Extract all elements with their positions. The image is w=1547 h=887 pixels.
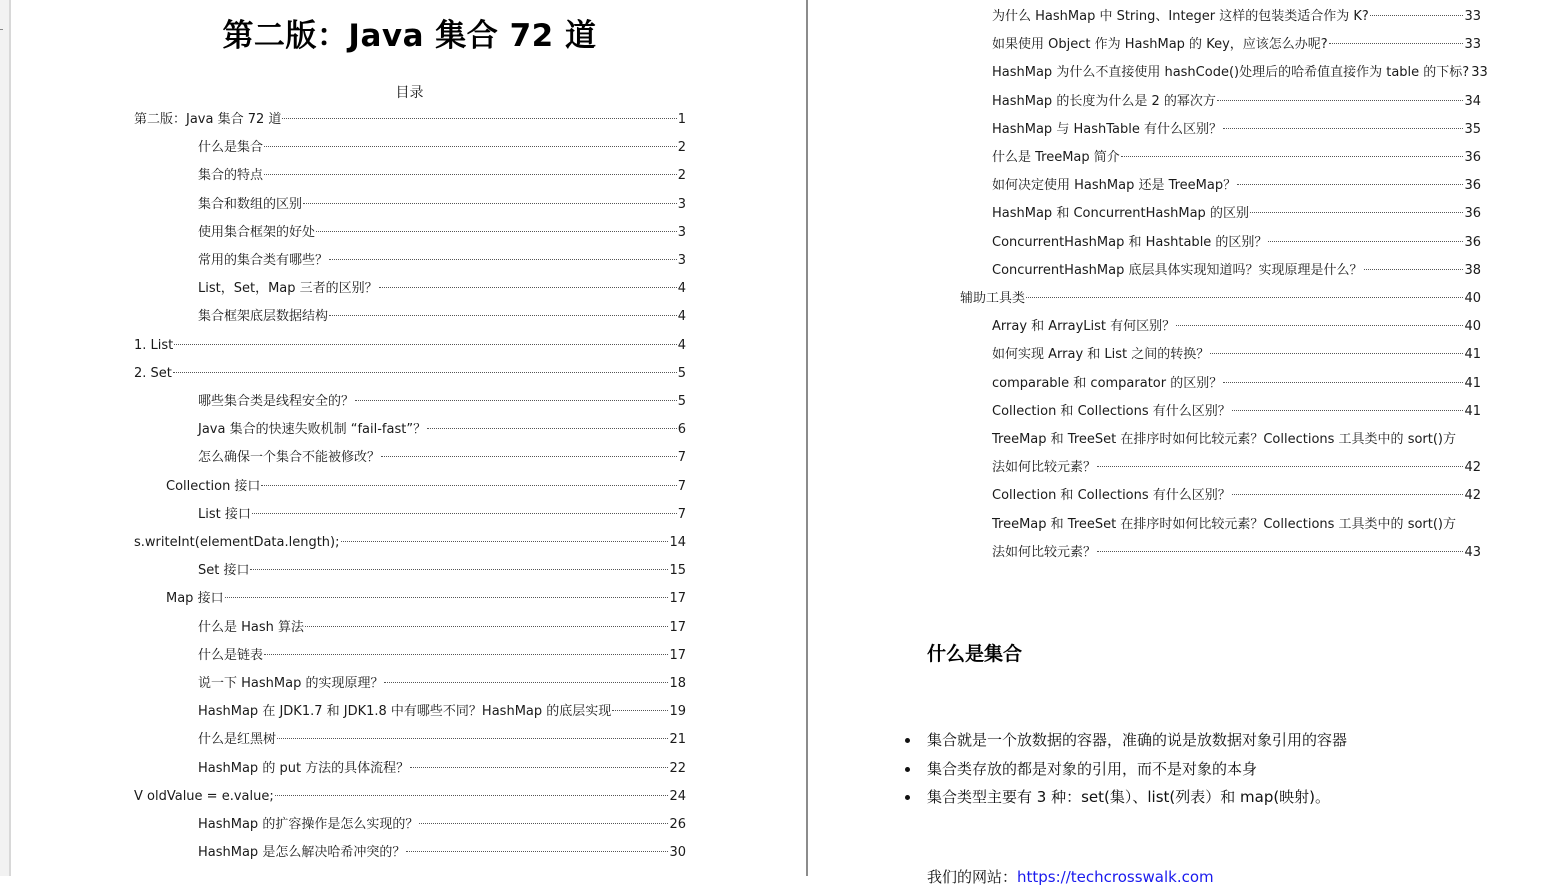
dot-leader: [264, 146, 677, 147]
toc-entry-text: 常用的集合类有哪些？: [198, 253, 329, 268]
toc-entry-text: 2. Set: [134, 365, 172, 381]
toc-entry-text: 如果使用 Object 作为 HashMap 的 Key，应该怎么办呢?: [992, 37, 1328, 53]
toc-entry-text: HashMap 的 put 方法的具体流程？: [198, 760, 410, 776]
dot-leader: [379, 287, 677, 288]
toc-entry[interactable]: [134, 110, 686, 130]
toc-entry-text: comparable 和 comparator 的区别？: [992, 375, 1223, 391]
toc-page-number: 22: [669, 760, 686, 776]
toc-entry-text: ConcurrentHashMap 和 Hashtable 的区别？: [992, 234, 1268, 250]
toc-entry-text: HashMap 为什么不直接使用 hashCode()处理后的哈希值直接作为 table 的下标?: [992, 65, 1470, 81]
toc-entry[interactable]: [198, 646, 686, 666]
toc-page-number: 21: [669, 732, 686, 748]
toc-entry-text: HashMap 是怎么解决哈希冲突的？: [198, 845, 406, 861]
dot-leader: [1370, 15, 1464, 16]
toc-entry-text: 为什么 HashMap 中 String、Integer 这样的包装类适合作为 K?: [992, 9, 1369, 24]
toc-entry[interactable]: [992, 176, 1481, 196]
toc-page-number: 6: [677, 422, 686, 438]
toc-entry-text: HashMap 的长度为什么是 2 的幂次方: [992, 93, 1216, 109]
toc-page-number: 3: [677, 196, 686, 212]
dot-leader: [1232, 494, 1464, 495]
toc-page-number: 41: [1464, 403, 1481, 419]
toc-entry-text: 法如何比较元素？: [992, 544, 1097, 560]
toc-entry[interactable]: [198, 505, 686, 525]
toc-entry-text: 使用集合框架的好处: [198, 224, 316, 240]
toc-page-number: 41: [1464, 347, 1481, 363]
dot-leader: [277, 738, 668, 739]
toc-entry[interactable]: [134, 787, 686, 807]
toc-entry-text: 什么是红黑树: [198, 732, 277, 748]
toc-entry[interactable]: [992, 261, 1481, 281]
toc-entry[interactable]: [198, 138, 686, 158]
toc-entry-text: Array 和 ArrayList 有何区别？: [992, 319, 1176, 335]
toc-entry-text: List，Set，Map 三者的区别？: [198, 281, 378, 297]
toc-entry[interactable]: [992, 458, 1481, 478]
dot-leader: [381, 456, 677, 457]
dot-leader: [1237, 184, 1463, 185]
toc-entry[interactable]: [992, 345, 1481, 365]
dot-leader: [1250, 212, 1464, 213]
toc-entry[interactable]: [198, 448, 686, 468]
dot-leader: [1329, 43, 1464, 44]
dot-leader: [355, 400, 677, 401]
dot-leader: [316, 231, 677, 232]
dot-leader: [1268, 241, 1463, 242]
dot-leader: [250, 569, 668, 570]
toc-entry-text: HashMap 在 JDK1.7 和 JDK1.8 中有哪些不同？HashMap 的底层实现: [198, 704, 612, 720]
toc-page-number: 30: [669, 845, 686, 861]
toc-page-number: 24: [669, 788, 686, 804]
toc-entry[interactable]: [198, 618, 686, 638]
toc-page-number: 1: [677, 112, 686, 127]
dot-leader: [252, 513, 677, 514]
list-item: [903, 786, 1347, 815]
toc-entry[interactable]: [198, 307, 686, 327]
toc-page-number: 19: [669, 704, 686, 720]
right-page: [808, 0, 1547, 886]
toc-page-number: 38: [1464, 262, 1481, 278]
dot-leader: [329, 315, 677, 316]
dot-leader: [264, 654, 668, 655]
toc-page-number: 4: [677, 309, 686, 325]
section-heading: 什么是集合: [927, 643, 1023, 665]
toc-entry-text: 辅助工具类: [960, 291, 1026, 306]
toc-entry-text: 1. List: [134, 337, 174, 353]
toc-entry[interactable]: [198, 392, 686, 412]
dot-leader: [1210, 353, 1463, 354]
toc-page-number: 4: [677, 337, 686, 353]
toc-page-number: 36: [1464, 234, 1481, 250]
dot-leader: [406, 851, 668, 852]
toc-entry[interactable]: [992, 204, 1481, 224]
toc-page-number: 15: [669, 563, 686, 579]
toc-page-number: 36: [1464, 206, 1481, 222]
toc-page-number: 3: [677, 224, 686, 240]
toc-entry-text: 说一下 HashMap 的实现原理？: [198, 676, 384, 691]
toc-page-number: 17: [669, 591, 686, 607]
toc-entry-text: Map 接口: [166, 591, 224, 607]
toc-page-number: 42: [1464, 460, 1481, 476]
toc-page-number: 35: [1464, 121, 1481, 137]
toc-entry-text: 集合和数组的区别: [198, 196, 303, 212]
bullet-icon: [905, 738, 910, 743]
toc-entry-text: 集合的特点: [198, 168, 264, 184]
toc-entry[interactable]: [992, 486, 1481, 506]
toc-page-number: 26: [669, 817, 686, 832]
toc-entry-text: HashMap 的扩容操作是怎么实现的？: [198, 817, 419, 832]
toc-entry-text: Collection 和 Collections 有什么区别？: [992, 488, 1231, 504]
toc-entry-text: 法如何比较元素？: [992, 460, 1097, 476]
toc-page-number: 4: [677, 281, 686, 297]
toc-entry[interactable]: [166, 477, 686, 497]
toc-page-number: 3: [677, 253, 686, 268]
toc-entry-text: 如何实现 Array 和 List 之间的转换？: [992, 347, 1210, 363]
toc-page-number: 40: [1464, 319, 1481, 335]
dot-leader: [1097, 466, 1463, 467]
toc-entry-text: 如何决定使用 HashMap 还是 TreeMap？: [992, 178, 1237, 194]
toc-page-number: 36: [1464, 178, 1481, 194]
toc-entry[interactable]: [198, 166, 686, 186]
dot-leader: [1097, 551, 1463, 552]
toc-page-number: 5: [677, 365, 686, 381]
toc-entry[interactable]: [992, 402, 1481, 422]
dot-leader: [1364, 269, 1464, 270]
toc-entry[interactable]: [198, 702, 686, 722]
toc-entry-text: Set 接口: [198, 563, 250, 579]
toc-entry-text: ConcurrentHashMap 底层具体实现知道吗？实现原理是什么？: [992, 262, 1363, 278]
toc-entry-text: 怎么确保一个集合不能被修改？: [198, 450, 381, 466]
toc-entry[interactable]: [992, 35, 1481, 55]
dot-leader: [341, 541, 669, 542]
toc-page-number: 43: [1464, 544, 1481, 560]
toc-page-number: 40: [1464, 291, 1481, 306]
toc-page-number: 42: [1464, 488, 1481, 504]
dot-leader: [410, 767, 668, 768]
toc-entry[interactable]: [992, 63, 1488, 83]
website-line: [927, 866, 1214, 887]
toc-page-number: 17: [669, 647, 686, 663]
toc-heading: 目录: [395, 85, 424, 101]
dot-leader: [173, 372, 677, 373]
gutter-marker: [0, 29, 3, 30]
toc-page-number: 34: [1464, 93, 1481, 109]
toc-entry[interactable]: [198, 759, 686, 779]
document-title: 第二版：Java 集合 72 道: [222, 18, 597, 54]
dot-leader: [264, 174, 677, 175]
dot-leader: [1121, 156, 1464, 157]
dot-leader: [305, 626, 668, 627]
website-link[interactable]: https://techcrosswalk.com: [1017, 868, 1214, 886]
toc-page-number: 7: [677, 506, 686, 522]
toc-page-number: 36: [1464, 150, 1481, 165]
toc-entry-text: HashMap 和 ConcurrentHashMap 的区别: [992, 206, 1249, 222]
dot-leader: [612, 710, 668, 711]
toc-page-number: 7: [677, 450, 686, 466]
toc-entry[interactable]: [960, 289, 1481, 309]
toc-page-number: 2: [677, 140, 686, 156]
toc-entry[interactable]: [198, 195, 686, 215]
dot-leader: [261, 485, 676, 486]
toc-entry[interactable]: [198, 279, 686, 299]
toc-page-number: 41: [1464, 375, 1481, 391]
toc-page-number: 7: [677, 478, 686, 494]
toc-entry[interactable]: [134, 336, 686, 356]
toc-entry-text: 第二版：Java 集合 72 道: [134, 112, 282, 127]
toc-page-number: 33: [1471, 65, 1488, 81]
toc-page-number: 18: [669, 676, 686, 691]
toc-entry[interactable]: [198, 223, 686, 243]
toc-entry[interactable]: [198, 674, 686, 694]
dot-leader: [1176, 325, 1463, 326]
toc-entry-text: Collection 和 Collections 有什么区别？: [992, 403, 1231, 419]
toc-entry-text: List 接口: [198, 506, 251, 522]
left-gutter: [0, 0, 11, 876]
toc-entry-text: 什么是 Hash 算法: [198, 619, 305, 635]
toc-entry[interactable]: [134, 364, 686, 384]
toc-page-number: 5: [677, 394, 686, 409]
dot-leader: [303, 203, 677, 204]
toc-entry[interactable]: [198, 843, 686, 863]
toc-entry[interactable]: [198, 251, 686, 271]
toc-entry-text: 什么是链表: [198, 647, 264, 663]
list-item-text: 集合就是一个放数据的容器，准确的说是放数据对象引用的容器: [927, 731, 1348, 749]
toc-entry[interactable]: [166, 589, 686, 609]
toc-entry-text: Java 集合的快速失败机制 “fail-fast”？: [198, 422, 427, 438]
list-item: [903, 729, 1347, 758]
toc-entry-text: 哪些集合类是线程安全的？: [198, 394, 355, 409]
toc-entry-text: s.writeInt(elementData.length);: [134, 535, 340, 550]
toc-page-number: 14: [669, 535, 686, 550]
toc-entry[interactable]: [992, 92, 1481, 112]
toc-entry-text: V oldValue = e.value;: [134, 788, 274, 804]
bullet-list: [903, 729, 1347, 815]
toc-entry[interactable]: [992, 233, 1481, 253]
toc-entry[interactable]: [992, 543, 1481, 563]
toc-entry[interactable]: [992, 7, 1481, 27]
toc-entry-text[interactable]: TreeMap 和 TreeSet 在排序时如何比较元素？Collections 工具类中的 sort()方: [992, 516, 1457, 532]
toc-entry[interactable]: [992, 374, 1481, 394]
bullet-icon: [905, 767, 910, 772]
toc-entry[interactable]: [992, 317, 1481, 337]
toc-entry[interactable]: [198, 815, 686, 835]
left-page: [13, 0, 806, 876]
dot-leader: [427, 428, 677, 429]
dot-leader: [275, 795, 669, 796]
dot-leader: [174, 344, 676, 345]
toc-entry-text: Collection 接口: [166, 478, 261, 494]
toc-entry[interactable]: [198, 730, 686, 750]
dot-leader: [282, 118, 676, 119]
toc-page-number: 17: [669, 619, 686, 635]
dot-leader: [225, 597, 669, 598]
list-item: [903, 758, 1347, 787]
toc-entry[interactable]: [198, 420, 686, 440]
dot-leader: [384, 682, 668, 683]
toc-entry[interactable]: [198, 561, 686, 581]
toc-page-number: 33: [1464, 9, 1481, 24]
toc-entry-text: 什么是集合: [198, 140, 264, 156]
toc-entry[interactable]: [992, 148, 1481, 168]
list-item-text: 集合类存放的都是对象的引用，而不是对象的本身: [927, 759, 1258, 778]
toc-entry-text[interactable]: TreeMap 和 TreeSet 在排序时如何比较元素？Collections 工具类中的 sort()方: [992, 432, 1457, 447]
toc-page-number: 2: [677, 168, 686, 184]
toc-entry[interactable]: [992, 120, 1481, 140]
dot-leader: [329, 259, 677, 260]
website-label: 我们的网站：: [927, 868, 1018, 886]
dot-leader: [1223, 128, 1463, 129]
dot-leader: [1026, 297, 1463, 298]
list-item-text: 集合类型主要有 3 种：set(集）、list(列表）和 map(映射)。: [927, 788, 1331, 806]
dot-leader: [1232, 410, 1464, 411]
toc-entry-text: HashMap 与 HashTable 有什么区别？: [992, 121, 1222, 137]
toc-page-number: 33: [1464, 37, 1481, 53]
dot-leader: [1217, 100, 1464, 101]
bullet-icon: [905, 795, 910, 800]
toc-entry[interactable]: [134, 533, 686, 553]
toc-entry-text: 集合框架底层数据结构: [198, 309, 329, 325]
dot-leader: [1223, 382, 1463, 383]
toc-entry-text: 什么是 TreeMap 简介: [992, 150, 1120, 165]
dot-leader: [419, 823, 668, 824]
